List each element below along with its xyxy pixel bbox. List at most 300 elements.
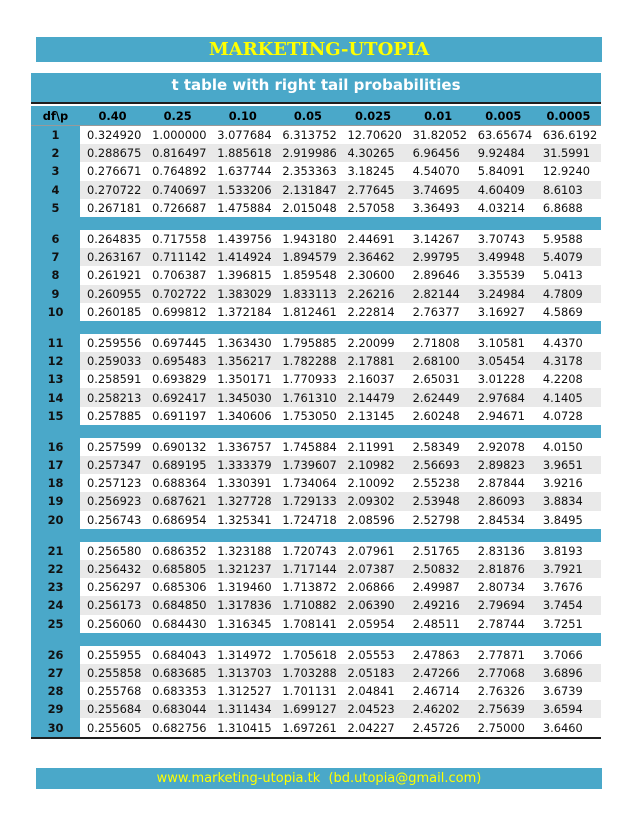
value-cell: 1.414924 — [210, 248, 275, 266]
df-cell: 5 — [31, 199, 80, 217]
table-row — [31, 474, 601, 492]
df-cell: 26 — [31, 646, 80, 664]
value-cell: 2.71808 — [406, 334, 471, 352]
value-cell: 2.94671 — [471, 407, 536, 425]
value-cell: 0.261921 — [80, 266, 145, 284]
brand-banner — [36, 37, 602, 62]
value-cell: 1.699127 — [275, 700, 340, 718]
value-cell: 0.686954 — [145, 511, 210, 529]
column-header: 0.40 — [80, 106, 145, 126]
table-row — [31, 162, 601, 180]
value-cell: 1.717144 — [275, 560, 340, 578]
value-cell: 2.49987 — [406, 578, 471, 596]
value-cell: 0.684850 — [145, 596, 210, 614]
table-row — [31, 285, 601, 303]
value-cell: 2.57058 — [341, 199, 406, 217]
value-cell: 1.703288 — [275, 664, 340, 682]
value-cell: 3.49948 — [471, 248, 536, 266]
value-cell: 0.695483 — [145, 352, 210, 370]
value-cell: 4.0150 — [536, 438, 601, 456]
table-title: t table with right tail probabilities — [31, 73, 601, 104]
value-cell: 2.45726 — [406, 718, 471, 737]
value-cell: 12.9240 — [536, 162, 601, 180]
value-cell: 1.701131 — [275, 682, 340, 700]
value-cell: 9.92484 — [471, 144, 536, 162]
table-header-row — [31, 106, 601, 126]
separator-band — [31, 217, 601, 230]
value-cell: 1.745884 — [275, 438, 340, 456]
df-cell: 16 — [31, 438, 80, 456]
column-header: df\p — [31, 106, 80, 126]
value-cell: 4.0728 — [536, 407, 601, 425]
value-cell: 1.316345 — [210, 615, 275, 633]
value-cell: 2.04841 — [341, 682, 406, 700]
value-cell: 2.83136 — [471, 542, 536, 560]
value-cell: 2.46202 — [406, 700, 471, 718]
value-cell: 4.7809 — [536, 285, 601, 303]
value-cell: 2.22814 — [341, 303, 406, 321]
value-cell: 2.131847 — [275, 181, 340, 199]
value-cell: 3.6739 — [536, 682, 601, 700]
value-cell: 0.764892 — [145, 162, 210, 180]
value-cell: 1.720743 — [275, 542, 340, 560]
column-header: 0.005 — [471, 106, 536, 126]
website-link[interactable]: www.marketing-utopia.tk — [156, 771, 321, 786]
value-cell: 2.16037 — [341, 370, 406, 388]
value-cell: 2.76377 — [406, 303, 471, 321]
df-cell: 7 — [31, 248, 80, 266]
value-cell: 0.257123 — [80, 474, 145, 492]
value-cell: 2.49216 — [406, 596, 471, 614]
df-cell: 17 — [31, 456, 80, 474]
value-cell: 2.46714 — [406, 682, 471, 700]
value-cell: 1.312527 — [210, 682, 275, 700]
value-cell: 2.07387 — [341, 560, 406, 578]
group-separator — [31, 321, 601, 334]
footer-bar — [36, 768, 602, 789]
value-cell: 0.324920 — [80, 126, 145, 145]
value-cell: 0.686352 — [145, 542, 210, 560]
value-cell: 0.257347 — [80, 456, 145, 474]
column-header: 0.025 — [341, 106, 406, 126]
value-cell: 63.65674 — [471, 126, 536, 145]
value-cell: 1.943180 — [275, 230, 340, 248]
value-cell: 2.78744 — [471, 615, 536, 633]
df-cell: 19 — [31, 492, 80, 510]
table-row — [31, 303, 601, 321]
value-cell: 0.256432 — [80, 560, 145, 578]
value-cell: 0.255768 — [80, 682, 145, 700]
value-cell: 0.267181 — [80, 199, 145, 217]
value-cell: 1.770933 — [275, 370, 340, 388]
df-cell: 15 — [31, 407, 80, 425]
value-cell: 3.9651 — [536, 456, 601, 474]
value-cell: 0.816497 — [145, 144, 210, 162]
value-cell: 0.683353 — [145, 682, 210, 700]
value-cell: 1.724718 — [275, 511, 340, 529]
value-cell: 4.54070 — [406, 162, 471, 180]
value-cell: 2.20099 — [341, 334, 406, 352]
column-header: 0.05 — [275, 106, 340, 126]
value-cell: 1.345030 — [210, 388, 275, 406]
value-cell: 31.5991 — [536, 144, 601, 162]
value-cell: 0.288675 — [80, 144, 145, 162]
value-cell: 2.81876 — [471, 560, 536, 578]
value-cell: 2.80734 — [471, 578, 536, 596]
column-header: 0.0005 — [536, 106, 601, 126]
value-cell: 5.4079 — [536, 248, 601, 266]
value-cell: 1.713872 — [275, 578, 340, 596]
value-cell: 5.9588 — [536, 230, 601, 248]
table-row — [31, 615, 601, 633]
value-cell: 2.92078 — [471, 438, 536, 456]
table-row — [31, 144, 601, 162]
value-cell: 2.89823 — [471, 456, 536, 474]
value-cell: 2.36462 — [341, 248, 406, 266]
value-cell: 2.07961 — [341, 542, 406, 560]
value-cell: 0.697445 — [145, 334, 210, 352]
value-cell: 0.693829 — [145, 370, 210, 388]
value-cell: 5.84091 — [471, 162, 536, 180]
column-header: 0.01 — [406, 106, 471, 126]
table-row — [31, 407, 601, 425]
value-cell: 2.76326 — [471, 682, 536, 700]
value-cell: 1.317836 — [210, 596, 275, 614]
value-cell: 0.255684 — [80, 700, 145, 718]
value-cell: 1.708141 — [275, 615, 340, 633]
value-cell: 0.688364 — [145, 474, 210, 492]
value-cell: 4.4370 — [536, 334, 601, 352]
df-cell: 14 — [31, 388, 80, 406]
table-row — [31, 646, 601, 664]
value-cell: 8.6103 — [536, 181, 601, 199]
value-cell: 1.340606 — [210, 407, 275, 425]
df-cell: 1 — [31, 126, 80, 145]
value-cell: 1.782288 — [275, 352, 340, 370]
value-cell: 0.711142 — [145, 248, 210, 266]
value-cell: 0.259033 — [80, 352, 145, 370]
value-cell: 2.56693 — [406, 456, 471, 474]
value-cell: 0.740697 — [145, 181, 210, 199]
value-cell: 2.87844 — [471, 474, 536, 492]
table-row — [31, 511, 601, 529]
brand-title: MARKETING-UTOPIA — [208, 39, 430, 60]
value-cell: 2.58349 — [406, 438, 471, 456]
value-cell: 0.260185 — [80, 303, 145, 321]
value-cell: 0.256580 — [80, 542, 145, 560]
value-cell: 0.685306 — [145, 578, 210, 596]
value-cell: 2.50832 — [406, 560, 471, 578]
value-cell: 2.68100 — [406, 352, 471, 370]
value-cell: 0.683044 — [145, 700, 210, 718]
value-cell: 0.690132 — [145, 438, 210, 456]
table-row — [31, 578, 601, 596]
table-row — [31, 352, 601, 370]
table-row — [31, 542, 601, 560]
table-row — [31, 560, 601, 578]
value-cell: 1.336757 — [210, 438, 275, 456]
value-cell: 1.327728 — [210, 492, 275, 510]
value-cell: 0.684043 — [145, 646, 210, 664]
group-separator — [31, 425, 601, 438]
value-cell: 1.859548 — [275, 266, 340, 284]
value-cell: 1.533206 — [210, 181, 275, 199]
value-cell: 1.396815 — [210, 266, 275, 284]
table-row — [31, 181, 601, 199]
value-cell: 2.05954 — [341, 615, 406, 633]
df-cell: 2 — [31, 144, 80, 162]
value-cell: 1.833113 — [275, 285, 340, 303]
value-cell: 1.321237 — [210, 560, 275, 578]
value-cell: 1.311434 — [210, 700, 275, 718]
value-cell: 2.10092 — [341, 474, 406, 492]
value-cell: 2.52798 — [406, 511, 471, 529]
value-cell: 0.692417 — [145, 388, 210, 406]
value-cell: 0.682756 — [145, 718, 210, 737]
value-cell: 1.350171 — [210, 370, 275, 388]
value-cell: 0.263167 — [80, 248, 145, 266]
value-cell: 1.475884 — [210, 199, 275, 217]
value-cell: 0.717558 — [145, 230, 210, 248]
value-cell: 2.99795 — [406, 248, 471, 266]
df-cell: 21 — [31, 542, 80, 560]
table-row — [31, 230, 601, 248]
value-cell: 2.48511 — [406, 615, 471, 633]
value-cell: 3.05454 — [471, 352, 536, 370]
table-row — [31, 682, 601, 700]
separator-band — [31, 633, 601, 646]
table-row — [31, 334, 601, 352]
value-cell: 0.260955 — [80, 285, 145, 303]
value-cell: 1.330391 — [210, 474, 275, 492]
contact-email[interactable]: (bd.utopia@gmail.com) — [328, 771, 482, 786]
table-row — [31, 438, 601, 456]
value-cell: 2.75639 — [471, 700, 536, 718]
value-cell: 12.70620 — [341, 126, 406, 145]
value-cell: 0.257885 — [80, 407, 145, 425]
value-cell: 2.77871 — [471, 646, 536, 664]
value-cell: 0.256173 — [80, 596, 145, 614]
value-cell: 0.687621 — [145, 492, 210, 510]
value-cell: 2.77068 — [471, 664, 536, 682]
value-cell: 4.30265 — [341, 144, 406, 162]
value-cell: 3.74695 — [406, 181, 471, 199]
separator-band — [31, 529, 601, 542]
value-cell: 3.70743 — [471, 230, 536, 248]
value-cell: 1.705618 — [275, 646, 340, 664]
value-cell: 1.710882 — [275, 596, 340, 614]
value-cell: 2.30600 — [341, 266, 406, 284]
value-cell: 636.6192 — [536, 126, 601, 145]
value-cell: 1.000000 — [145, 126, 210, 145]
table-row — [31, 596, 601, 614]
value-cell: 3.35539 — [471, 266, 536, 284]
value-cell: 2.84534 — [471, 511, 536, 529]
value-cell: 6.313752 — [275, 126, 340, 145]
value-cell: 1.333379 — [210, 456, 275, 474]
df-cell: 8 — [31, 266, 80, 284]
value-cell: 3.8495 — [536, 511, 601, 529]
value-cell: 2.05183 — [341, 664, 406, 682]
value-cell: 0.256060 — [80, 615, 145, 633]
value-cell: 3.7454 — [536, 596, 601, 614]
value-cell: 2.26216 — [341, 285, 406, 303]
value-cell: 2.13145 — [341, 407, 406, 425]
t-distribution-table — [31, 106, 601, 739]
df-cell: 28 — [31, 682, 80, 700]
df-cell: 11 — [31, 334, 80, 352]
value-cell: 0.259556 — [80, 334, 145, 352]
value-cell: 1.356217 — [210, 352, 275, 370]
value-cell: 2.06390 — [341, 596, 406, 614]
value-cell: 4.2208 — [536, 370, 601, 388]
df-cell: 6 — [31, 230, 80, 248]
value-cell: 2.47863 — [406, 646, 471, 664]
value-cell: 3.7676 — [536, 578, 601, 596]
value-cell: 0.256923 — [80, 492, 145, 510]
value-cell: 3.7251 — [536, 615, 601, 633]
df-cell: 20 — [31, 511, 80, 529]
value-cell: 1.314972 — [210, 646, 275, 664]
value-cell: 3.36493 — [406, 199, 471, 217]
value-cell: 2.17881 — [341, 352, 406, 370]
value-cell: 6.8688 — [536, 199, 601, 217]
value-cell: 0.255955 — [80, 646, 145, 664]
value-cell: 2.51765 — [406, 542, 471, 560]
table-row — [31, 370, 601, 388]
value-cell: 2.89646 — [406, 266, 471, 284]
value-cell: 3.10581 — [471, 334, 536, 352]
value-cell: 0.683685 — [145, 664, 210, 682]
value-cell: 3.6896 — [536, 664, 601, 682]
value-cell: 3.6460 — [536, 718, 601, 737]
df-cell: 13 — [31, 370, 80, 388]
df-cell: 9 — [31, 285, 80, 303]
table-row — [31, 718, 601, 737]
value-cell: 0.256743 — [80, 511, 145, 529]
value-cell: 1.319460 — [210, 578, 275, 596]
df-cell: 29 — [31, 700, 80, 718]
value-cell: 2.75000 — [471, 718, 536, 737]
value-cell: 5.0413 — [536, 266, 601, 284]
df-cell: 30 — [31, 718, 80, 737]
value-cell: 2.11991 — [341, 438, 406, 456]
value-cell: 2.353363 — [275, 162, 340, 180]
value-cell: 3.01228 — [471, 370, 536, 388]
df-cell: 24 — [31, 596, 80, 614]
value-cell: 3.18245 — [341, 162, 406, 180]
table-row — [31, 664, 601, 682]
table-row — [31, 700, 601, 718]
df-cell: 25 — [31, 615, 80, 633]
value-cell: 2.06866 — [341, 578, 406, 596]
value-cell: 0.276671 — [80, 162, 145, 180]
value-cell: 2.04523 — [341, 700, 406, 718]
value-cell: 3.9216 — [536, 474, 601, 492]
value-cell: 2.08596 — [341, 511, 406, 529]
value-cell: 2.97684 — [471, 388, 536, 406]
value-cell: 6.96456 — [406, 144, 471, 162]
value-cell: 3.077684 — [210, 126, 275, 145]
value-cell: 2.60248 — [406, 407, 471, 425]
value-cell: 0.684430 — [145, 615, 210, 633]
value-cell: 0.702722 — [145, 285, 210, 303]
value-cell: 0.257599 — [80, 438, 145, 456]
value-cell: 1.439756 — [210, 230, 275, 248]
value-cell: 0.256297 — [80, 578, 145, 596]
value-cell: 1.310415 — [210, 718, 275, 737]
value-cell: 3.16927 — [471, 303, 536, 321]
table-row — [31, 388, 601, 406]
separator-band — [31, 321, 601, 334]
value-cell: 2.86093 — [471, 492, 536, 510]
df-cell: 4 — [31, 181, 80, 199]
value-cell: 2.53948 — [406, 492, 471, 510]
value-cell: 3.6594 — [536, 700, 601, 718]
value-cell: 2.05553 — [341, 646, 406, 664]
value-cell: 1.697261 — [275, 718, 340, 737]
table-row — [31, 248, 601, 266]
value-cell: 4.03214 — [471, 199, 536, 217]
value-cell: 0.706387 — [145, 266, 210, 284]
value-cell: 2.77645 — [341, 181, 406, 199]
value-cell: 1.313703 — [210, 664, 275, 682]
table-row — [31, 199, 601, 217]
value-cell: 0.264835 — [80, 230, 145, 248]
group-separator — [31, 217, 601, 230]
value-cell: 1.795885 — [275, 334, 340, 352]
value-cell: 0.699812 — [145, 303, 210, 321]
value-cell: 0.691197 — [145, 407, 210, 425]
table-row — [31, 126, 601, 145]
group-separator — [31, 529, 601, 542]
value-cell: 3.8834 — [536, 492, 601, 510]
value-cell: 3.7921 — [536, 560, 601, 578]
value-cell: 4.1405 — [536, 388, 601, 406]
column-header: 0.10 — [210, 106, 275, 126]
value-cell: 0.270722 — [80, 181, 145, 199]
value-cell: 2.47266 — [406, 664, 471, 682]
value-cell: 2.62449 — [406, 388, 471, 406]
table-row — [31, 266, 601, 284]
value-cell: 2.65031 — [406, 370, 471, 388]
df-cell: 27 — [31, 664, 80, 682]
value-cell: 1.734064 — [275, 474, 340, 492]
value-cell: 2.015048 — [275, 199, 340, 217]
value-cell: 1.729133 — [275, 492, 340, 510]
df-cell: 23 — [31, 578, 80, 596]
value-cell: 31.82052 — [406, 126, 471, 145]
value-cell: 1.761310 — [275, 388, 340, 406]
value-cell: 2.10982 — [341, 456, 406, 474]
value-cell: 1.812461 — [275, 303, 340, 321]
value-cell: 0.258213 — [80, 388, 145, 406]
value-cell: 0.689195 — [145, 456, 210, 474]
value-cell: 3.24984 — [471, 285, 536, 303]
value-cell: 0.255605 — [80, 718, 145, 737]
df-cell: 10 — [31, 303, 80, 321]
value-cell: 2.79694 — [471, 596, 536, 614]
value-cell: 2.04227 — [341, 718, 406, 737]
value-cell: 3.14267 — [406, 230, 471, 248]
df-cell: 3 — [31, 162, 80, 180]
df-cell: 18 — [31, 474, 80, 492]
value-cell: 2.09302 — [341, 492, 406, 510]
table-row — [31, 456, 601, 474]
value-cell: 4.3178 — [536, 352, 601, 370]
value-cell: 2.919986 — [275, 144, 340, 162]
value-cell: 0.255858 — [80, 664, 145, 682]
